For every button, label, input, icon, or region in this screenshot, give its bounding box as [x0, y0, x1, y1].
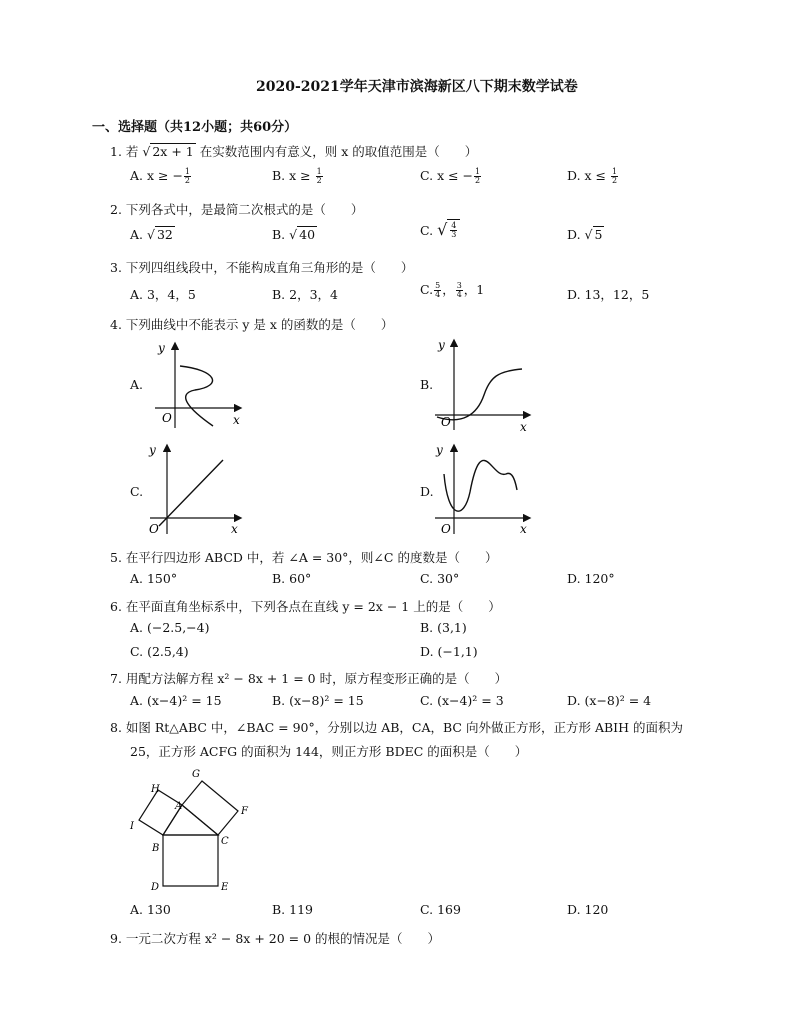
- q8-option-c[interactable]: C. 169: [420, 902, 461, 917]
- option-label: A.: [130, 227, 144, 242]
- x-label: x: [520, 420, 527, 434]
- label-a: A: [175, 801, 183, 812]
- page-title: 2020-2021学年天津市滨海新区八下期末数学试卷: [256, 79, 578, 95]
- fraction: $\frac{4}{3}$: [451, 221, 457, 239]
- question-9: 9. 一元二次方程 x² − 8x + 20 = 0 的根的情况是（ ）: [110, 931, 441, 946]
- question-2: 2. 下列各式中，是最简二次根式的是（ ）: [110, 202, 364, 217]
- x-label: x: [233, 413, 240, 427]
- y-label: y: [158, 341, 165, 355]
- square-acfg: [182, 781, 238, 835]
- option-label: A. x ≥ −: [130, 168, 183, 183]
- section-heading: 一、选择题（共12小题；共60分）: [92, 120, 298, 135]
- square-abih: [139, 790, 182, 835]
- label-f: F: [241, 806, 248, 817]
- curve: [444, 460, 517, 511]
- option-label: B. x ≥: [272, 168, 315, 183]
- option-label: C.: [420, 223, 434, 238]
- question-7: 7. 用配方法解方程 x² − 8x + 1 = 0 时，原方程变形正确的是（ ）: [110, 671, 508, 686]
- fraction: $\frac{1}{2}$: [612, 167, 618, 185]
- option-label: D.: [567, 227, 581, 242]
- squares-figure: [125, 762, 265, 897]
- q1-option-c[interactable]: [420, 168, 482, 185]
- question-5: 5. 在平行四边形 ABCD 中，若 ∠A = 30°，则∠C 的度数是（ ）: [110, 550, 498, 565]
- q8-option-a[interactable]: A. 130: [130, 902, 171, 917]
- option-label: C.: [420, 282, 434, 297]
- q8-option-b[interactable]: B. 119: [272, 902, 313, 917]
- label-e: E: [221, 882, 229, 893]
- fraction: $\frac{1}{2}$: [475, 167, 481, 185]
- fraction: $\frac{1}{2}$: [316, 167, 322, 185]
- x-label: x: [231, 522, 238, 536]
- fraction: $\frac{1}{2}$: [184, 167, 191, 185]
- q5-option-b[interactable]: B. 60°: [272, 571, 312, 586]
- q1-option-a[interactable]: [130, 168, 192, 185]
- origin-label: O: [441, 522, 451, 536]
- q1-option-d[interactable]: [567, 168, 619, 185]
- q7-option-b[interactable]: B. (x−8)² = 15: [272, 693, 364, 708]
- q2-option-d[interactable]: [567, 227, 604, 242]
- q5-option-a[interactable]: A. 150°: [130, 571, 178, 586]
- option-tail: ，1: [463, 282, 485, 297]
- q5-option-d[interactable]: D. 120°: [567, 571, 615, 586]
- q3-option-d[interactable]: D. 13，12，5: [567, 287, 650, 302]
- q6-option-d[interactable]: D. (−1,1): [420, 644, 478, 659]
- curve: [437, 369, 522, 420]
- question-6: 6. 在平面直角坐标系中，下列各点在直线 y = 2x − 1 上的是（ ）: [110, 599, 501, 614]
- sqrt-expression: √ 40: [289, 227, 316, 242]
- q4-label-c[interactable]: C.: [130, 484, 144, 499]
- option-label: B.: [272, 227, 286, 242]
- question-3: 3. 下列四组线段中，不能构成直角三角形的是（ ）: [110, 260, 414, 275]
- question-8-line-1: 8. 如图 Rt△ABC 中，∠BAC = 90°，分别以边 AB，CA，BC 向外做正方形，正方形 ABIH 的面积为: [110, 720, 683, 735]
- origin-label: O: [149, 522, 159, 536]
- label-h: H: [151, 784, 160, 795]
- option-label: C. x ≤ −: [420, 168, 474, 183]
- question-8-line-2: 25，正方形 ACFG 的面积为 144，则正方形 BDEC 的面积是（ ）: [130, 744, 528, 759]
- fraction: $\frac{3}{4}$: [456, 281, 462, 299]
- q7-option-d[interactable]: D. (x−8)² = 4: [567, 693, 652, 708]
- q6-option-a[interactable]: A. (−2.5,−4): [130, 620, 210, 635]
- graph-c[interactable]: [145, 440, 250, 538]
- q6-option-c[interactable]: C. (2.5,4): [130, 644, 189, 659]
- question-1-suffix: 在实数范围内有意义，则 x 的取值范围是（ ）: [199, 144, 478, 159]
- triangle-abc: [163, 805, 218, 835]
- q3-option-a[interactable]: A. 3，4，5: [130, 287, 196, 302]
- question-4: 4. 下列曲线中不能表示 y 是 x 的函数的是（ ）: [110, 317, 394, 332]
- graph-a[interactable]: [145, 338, 250, 433]
- q1-option-b[interactable]: [272, 168, 324, 185]
- origin-label: O: [441, 415, 451, 429]
- question-1-prefix: 1. 若: [110, 144, 139, 159]
- curve: [180, 366, 213, 426]
- fraction: $\frac{5}{4}$: [435, 281, 441, 299]
- square-bdec: [163, 835, 218, 886]
- q7-option-c[interactable]: C. (x−4)² = 3: [420, 693, 504, 708]
- question-1: [110, 142, 477, 160]
- sqrt-expression: √ 32: [147, 227, 173, 242]
- q4-label-a[interactable]: A.: [130, 377, 144, 392]
- radicand: 2x + 1: [152, 144, 194, 159]
- option-label: D. x ≤: [567, 168, 610, 183]
- y-label: y: [438, 338, 445, 352]
- label-c: C: [221, 836, 229, 847]
- q3-option-c[interactable]: C. $\frac{5}{4}$ ， $\frac{3}{4}$ ，1: [420, 281, 485, 299]
- sqrt-expression: √ 2x + 1: [142, 144, 194, 159]
- graph-b[interactable]: [432, 335, 537, 435]
- x-label: x: [520, 522, 527, 536]
- q4-label-b[interactable]: B.: [420, 377, 434, 392]
- q3-option-b[interactable]: B. 2，3，4: [272, 287, 338, 302]
- q2-option-c[interactable]: [420, 220, 460, 239]
- q5-option-c[interactable]: C. 30°: [420, 571, 460, 586]
- sqrt-expression: √ $\frac{4}{3}$: [437, 220, 460, 239]
- q4-label-d[interactable]: D.: [420, 484, 434, 499]
- label-d: D: [151, 882, 160, 893]
- graph-d[interactable]: [432, 440, 537, 538]
- q8-option-d[interactable]: D. 120: [567, 902, 609, 917]
- sqrt-expression: √ 5: [584, 227, 603, 242]
- y-label: y: [149, 443, 156, 457]
- line: [159, 460, 223, 526]
- label-i: I: [130, 821, 134, 832]
- q6-option-b[interactable]: B. (3,1): [420, 620, 467, 635]
- q2-option-b[interactable]: [272, 227, 317, 242]
- origin-label: O: [162, 411, 172, 425]
- y-label: y: [436, 443, 443, 457]
- label-g: G: [192, 769, 200, 780]
- q7-option-a[interactable]: A. (x−4)² = 15: [130, 693, 222, 708]
- q2-option-a[interactable]: [130, 227, 175, 242]
- label-b: B: [152, 843, 160, 854]
